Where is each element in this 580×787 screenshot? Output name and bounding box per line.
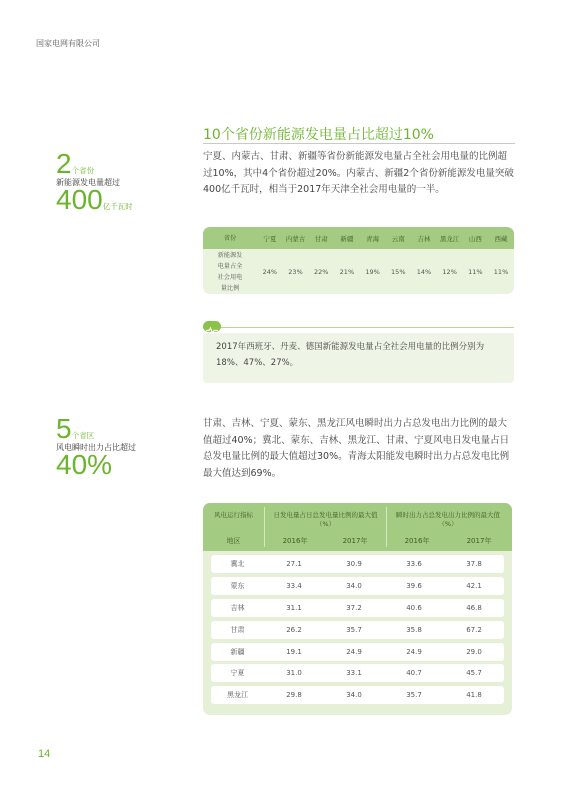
stat-block-regions: [56, 415, 94, 443]
row-label-line: 新能源发: [217, 251, 243, 259]
header-indicator: 风电运行指标: [214, 511, 253, 519]
table-cell: 40.7: [406, 669, 422, 678]
stat-block-provinces: [56, 150, 94, 178]
table-header: [203, 503, 512, 551]
header-line: 日发电量占日总发电量比例的最大值: [273, 511, 378, 519]
table-cell: 22%: [313, 267, 329, 276]
row-label-line: 电量占全: [217, 262, 243, 270]
table-row: [211, 577, 504, 595]
header-line: 瞬时出力占总发电出力比例的最大值: [396, 511, 500, 519]
table-cell: 24%: [262, 267, 278, 276]
table-row: [211, 643, 504, 661]
wind-operation-table: [203, 503, 512, 715]
stat-number: 5: [56, 413, 72, 444]
header-cell-province: 省份: [223, 234, 237, 242]
table-cell: 11%: [493, 267, 509, 276]
table-cell: 24.9: [406, 647, 422, 656]
row-label-line: 社会用电: [217, 273, 243, 281]
table-cell: 23%: [288, 267, 303, 276]
table-cell: 31.1: [286, 603, 302, 612]
table-row: [211, 599, 504, 617]
table-cell: 40.6: [406, 603, 422, 612]
note-divider: [203, 327, 514, 328]
table-cell: 33.4: [286, 581, 302, 590]
region-cell: 黑龙江: [227, 691, 248, 700]
region-cell: 蒙东: [230, 581, 245, 590]
table-cell: 34.0: [346, 691, 362, 700]
row-label: [203, 250, 257, 294]
paragraph-2: 甘肃、吉林、宁夏、蒙东、黑龙江风电瞬时出力占总发电出力比例的最大值超过40%；冀北、蒙东、吉林、黑龙江、甘肃、宁夏风电日发电量占日总发电量比例的最大值超过30%。青海太阳能发电瞬时出力占总发电比例最大值达到69%。: [203, 418, 510, 479]
header-line: （%）: [315, 520, 336, 528]
header-cell: 内蒙古: [285, 234, 306, 243]
note-icon: [203, 321, 221, 332]
section-title: 10个省份新能源发电量占比超过10%: [203, 127, 434, 143]
stat-unit: 个省份: [71, 166, 95, 175]
table-cell: 27.1: [286, 560, 302, 568]
table-cell: 31.0: [286, 669, 302, 678]
stat-label: 新能源发电量超过: [56, 178, 120, 187]
table-cell: 14%: [416, 267, 432, 276]
table-cell: 33.6: [406, 560, 422, 568]
province-ratio-table: [203, 227, 514, 294]
header-year: 2016年: [282, 537, 308, 545]
table-header-row: [203, 227, 514, 249]
table-cell: 39.6: [406, 581, 422, 590]
table-cell: 30.9: [346, 560, 362, 568]
page-number: 14: [38, 748, 51, 760]
stat-number-400: 400: [56, 184, 103, 215]
table-cell: 42.1: [466, 581, 482, 590]
region-cell: 宁夏: [230, 669, 245, 678]
header-cell: 宁夏: [263, 234, 277, 243]
region-cell: 甘肃: [230, 625, 245, 634]
header-cell: 新疆: [340, 234, 354, 243]
header-cell: 甘肃: [314, 234, 328, 243]
header-cell: 黑龙江: [439, 234, 460, 243]
header-cell: 吉林: [417, 234, 431, 243]
column-divider: [386, 507, 387, 547]
table-cell: 37.8: [466, 560, 482, 568]
header-daily-energy: [265, 510, 386, 528]
table-row: [211, 686, 504, 704]
paragraph-1: 宁夏、内蒙古、甘肃、新疆等省份新能源发电量占全社会用电量的比例超过10%，其中4个省份超过20%。内蒙古、新疆2个省份新能源发电量突破400亿千瓦时，相当于2017年天津全社会用电量的一半。: [203, 151, 514, 195]
table-cell: 19%: [365, 267, 380, 276]
table-row: [211, 664, 504, 682]
header-year: 2017年: [342, 537, 368, 545]
stat-label: 风电瞬时出力占比超过: [56, 443, 136, 452]
table-row: [211, 621, 504, 639]
title-divider: [203, 143, 515, 144]
header-region: 地区: [226, 537, 241, 545]
region-cell: 冀北: [230, 560, 245, 568]
header-year: 2017年: [466, 537, 492, 545]
table-cell: 41.8: [466, 691, 482, 700]
company-name: 国家电网有限公司: [36, 39, 100, 48]
region-cell: 新疆: [230, 647, 245, 656]
header-cell: 云南: [391, 234, 405, 243]
table-cell: 67.2: [466, 625, 482, 634]
header-cell: 青海: [366, 234, 380, 243]
table-row: [203, 249, 514, 294]
table-cell: 35.7: [346, 625, 362, 634]
table-cell: 24.9: [346, 647, 362, 656]
table-body: [211, 555, 504, 708]
region-cell: 吉林: [230, 603, 245, 612]
stat-percent: 40%: [56, 449, 113, 480]
table-cell: 33.1: [346, 669, 362, 678]
header-year: 2016年: [404, 537, 430, 545]
table-cell: 29.8: [286, 691, 302, 700]
table-cell: 35.8: [406, 625, 422, 634]
table-cell: 21%: [339, 267, 355, 276]
table-cell: 19.1: [286, 647, 302, 656]
table-cell: 45.7: [466, 669, 482, 678]
stat-unit: 个省区: [71, 431, 95, 440]
table-cell: 29.0: [466, 647, 482, 656]
table-row: [211, 555, 504, 573]
table-cell: 26.2: [286, 625, 302, 634]
header-instant-output: [386, 510, 510, 528]
stat-unit-energy: 亿千瓦时: [102, 202, 133, 211]
header-cell: 西藏: [494, 234, 508, 243]
table-cell: 34.0: [346, 581, 362, 590]
table-cell: 12%: [442, 267, 457, 276]
table-cell: 37.2: [346, 603, 362, 612]
header-line: （%）: [438, 520, 458, 528]
stat-number: 2: [56, 148, 72, 179]
table-cell: 15%: [391, 267, 406, 276]
row-label-line: 量比例: [220, 284, 240, 292]
table-cell: 35.7: [406, 691, 422, 700]
stat-block-energy: [56, 186, 133, 214]
note-text: 2017年西班牙、丹麦、德国新能源发电量占全社会用电量的比例分别为18%、47%、27%。: [216, 342, 485, 368]
table-cell: 46.8: [466, 603, 482, 612]
table-cell: 11%: [468, 267, 483, 276]
column-divider: [264, 507, 265, 547]
header-cell: 山西: [468, 234, 482, 243]
